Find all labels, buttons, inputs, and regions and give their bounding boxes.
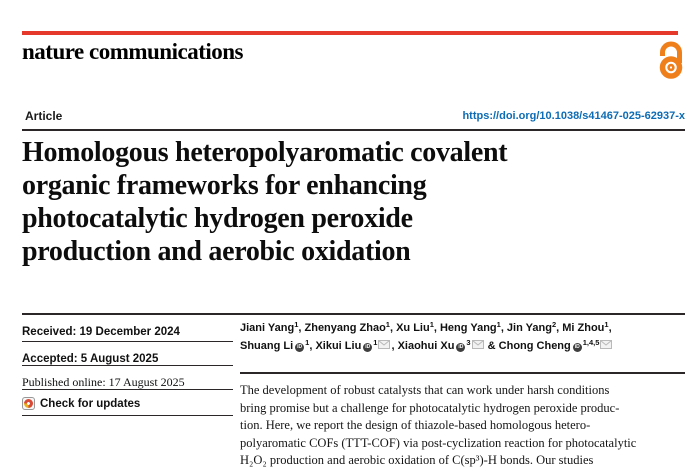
accepted-date-row xyxy=(22,342,233,366)
author-name-text: , Xu Liu xyxy=(389,322,430,334)
orcid-icon[interactable]: iD xyxy=(456,343,465,352)
envelope-icon[interactable] xyxy=(378,338,390,356)
abstract-line: tion. Here, we report the design of thiazole-based homologous hetero- xyxy=(240,418,591,432)
received-date: Received: 19 December 2024 xyxy=(22,326,180,338)
article-title-line: photocatalytic hydrogen peroxide xyxy=(22,203,413,234)
article-title-line: production and aerobic oxidation xyxy=(22,236,411,267)
article-type-label: Article xyxy=(25,109,63,123)
article-meta-row xyxy=(22,109,685,125)
orcid-icon[interactable]: iD xyxy=(363,343,372,352)
author-affiliation-superscript: 2 xyxy=(551,320,557,329)
author-affiliation-superscript: 1 xyxy=(294,320,299,329)
author-name-text: , Xiaohui Xu xyxy=(391,339,455,352)
author-name-text: Shuang Li xyxy=(240,339,294,352)
header-rule xyxy=(22,129,685,131)
received-date-row xyxy=(22,315,233,342)
author-name-text: , xyxy=(608,322,612,334)
abstract-line: bring promise but a challenge for photocatalytic hydrogen peroxide produc- xyxy=(240,400,620,415)
envelope-icon[interactable] xyxy=(472,338,484,356)
published-date: Published online: 17 August 2025 xyxy=(22,375,185,389)
orcid-icon[interactable]: iD xyxy=(573,343,582,352)
article-info-panel xyxy=(22,315,233,416)
check-for-updates-button[interactable] xyxy=(22,397,233,410)
author-name-text: , Jin Yang xyxy=(500,322,552,334)
journal-masthead: nature communications xyxy=(22,39,243,64)
doi-link[interactable]: https://doi.org/10.1038/s41467-025-62937-x xyxy=(462,110,685,122)
article-main-column xyxy=(240,315,685,470)
envelope-icon[interactable] xyxy=(600,338,612,356)
brand-rule xyxy=(22,31,678,35)
author-name-text: & Chong Cheng xyxy=(484,339,571,352)
abstract-line: H₂O₂ production and aerobic oxidation of C(sp³)-H bonds. Our studies xyxy=(240,453,594,467)
author-affiliation-superscript: 1 xyxy=(604,320,609,329)
author-affiliation-superscript: 1 xyxy=(496,320,501,329)
orcid-icon[interactable]: iD xyxy=(295,343,304,352)
abstract-text xyxy=(240,374,685,470)
article-title xyxy=(22,136,685,268)
article-title-line: Homologous heteropolyaromatic covalent xyxy=(22,137,508,168)
accepted-date: Accepted: 5 August 2025 xyxy=(22,353,159,365)
author-list-line-1 xyxy=(240,320,685,338)
author-affiliation-superscript: 1 xyxy=(373,337,378,347)
author-name-text: , Mi Zhou xyxy=(556,322,605,334)
author-affiliation-superscript: 1 xyxy=(429,320,434,329)
author-name-text: , Heng Yang xyxy=(433,322,497,334)
author-name-text: Jiani Yang xyxy=(240,322,295,334)
crossmark-icon xyxy=(22,397,35,410)
author-list-line-2 xyxy=(240,338,685,356)
check-for-updates-row xyxy=(22,390,233,416)
author-affiliation-superscript: 1 xyxy=(385,320,390,329)
check-for-updates-label: Check for updates xyxy=(40,397,141,410)
abstract-line: polyaromatic COFs (TTT-COF) via post-cyclization reaction for photocatalytic xyxy=(240,435,637,450)
open-access-icon xyxy=(656,39,686,79)
author-list xyxy=(240,315,685,374)
author-affiliation-superscript: 3 xyxy=(466,337,471,347)
author-affiliation-superscript: 1 xyxy=(305,337,310,347)
article-title-line: organic frameworks for enhancing xyxy=(22,170,427,201)
author-affiliation-superscript: 1,4,5 xyxy=(582,337,600,347)
author-name-text: , Xikui Liu xyxy=(309,339,362,352)
author-name-text: , Zhenyang Zhao xyxy=(298,322,386,334)
abstract-line: The development of robust catalysts that can work under harsh conditions xyxy=(240,383,610,397)
published-date-row xyxy=(22,366,233,390)
